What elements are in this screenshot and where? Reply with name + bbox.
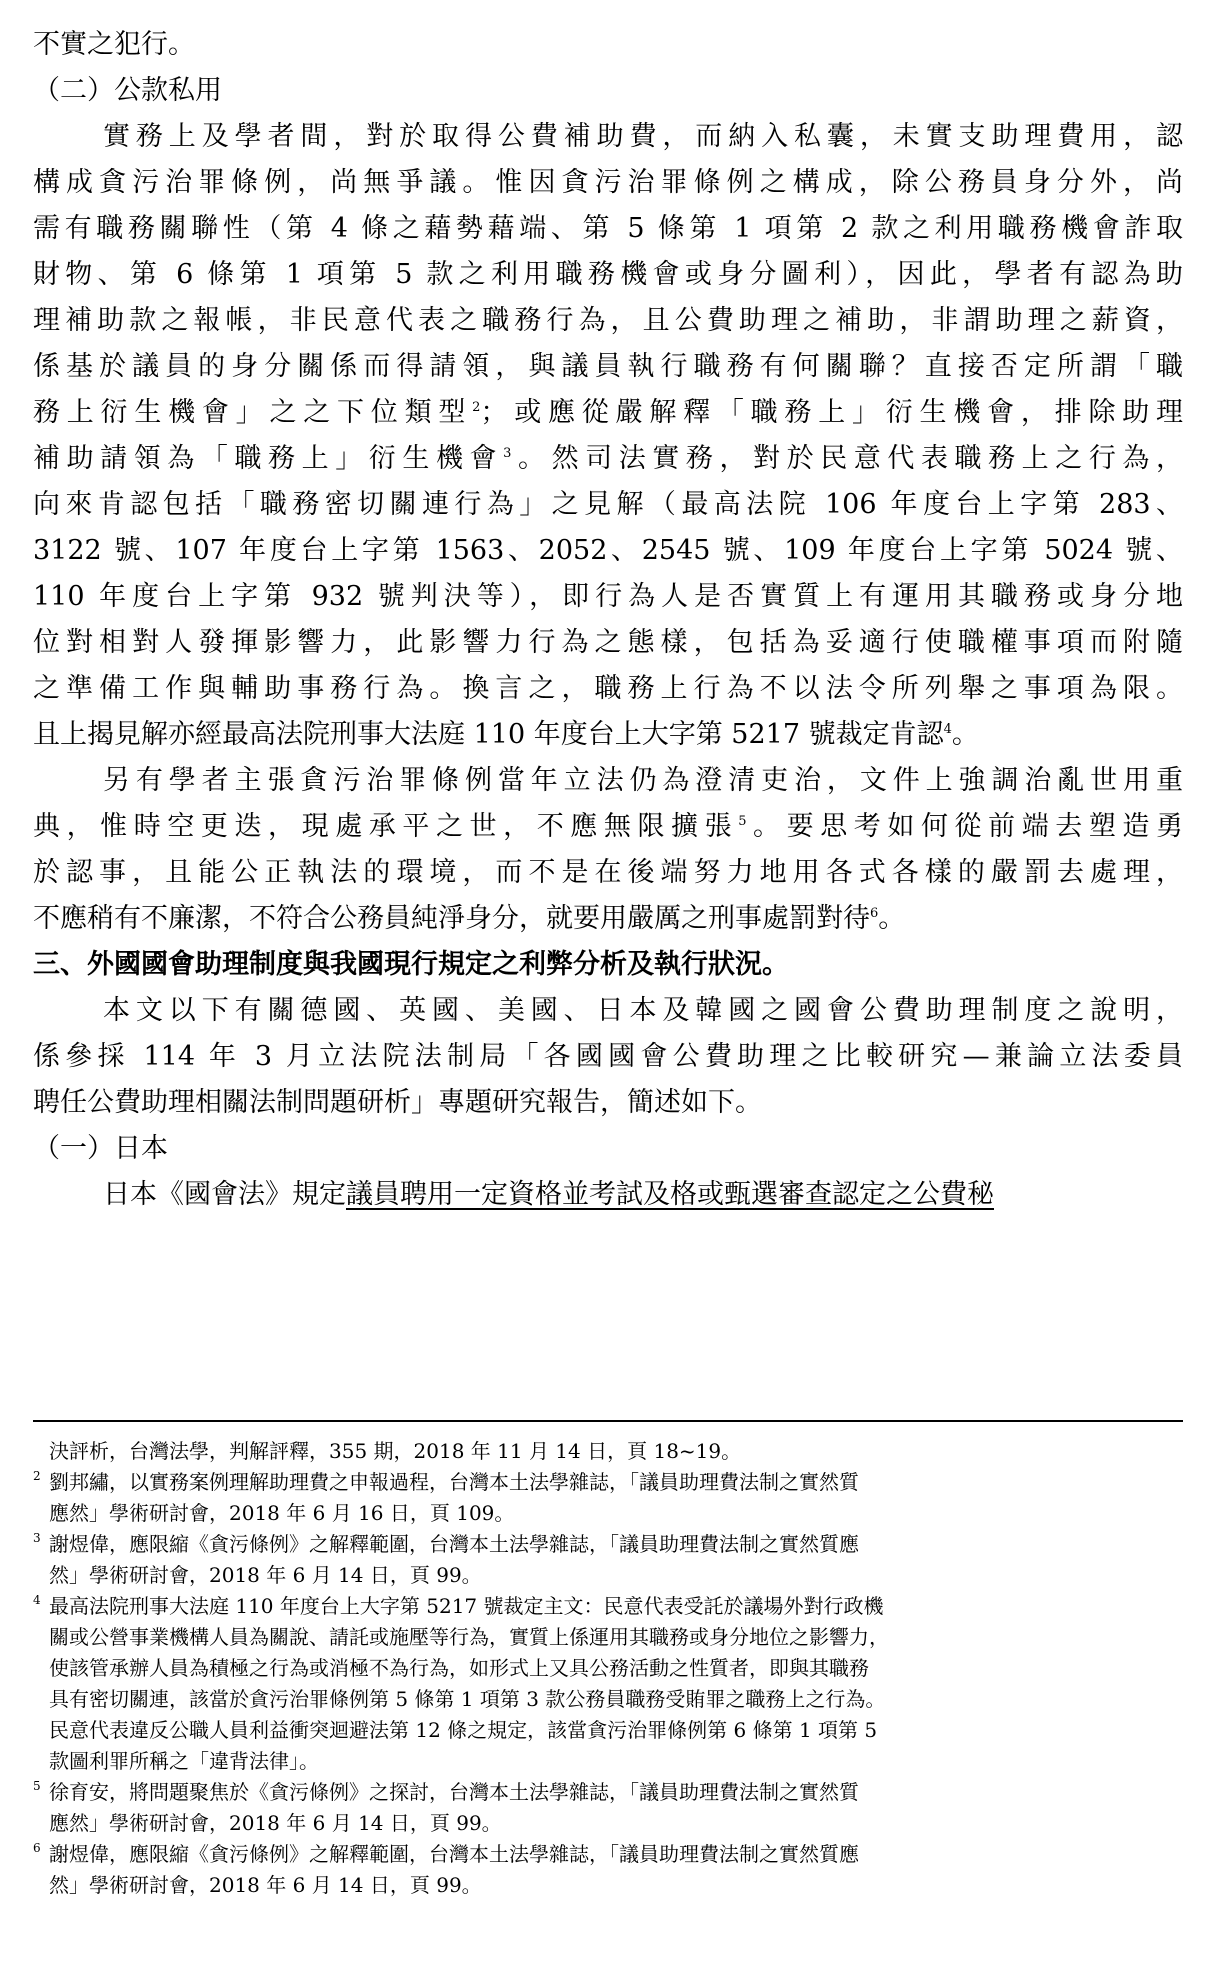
text-span: 不應稍有不廉潔，不符合公務員純淨身分，就要用嚴厲之刑事處罰對待 [33,903,870,934]
footnote-2 [33,1467,1183,1498]
text-line: 向來肯認包括「職務密切關連行為」之見解（最高法院 106 年度台上字第 283、 [33,489,1183,520]
footnote-text: 謝煜偉，應限縮《貪污條例》之解釋範圍，台灣本土法學雜誌，「議員助理費法制之實然質應 [49,1532,859,1556]
footnote-4-line: 具有密切關連，該當於貪污治罪條例第 5 條第 1 項第 3 款公務員職務受賄罪之職務上之行為。 [49,1687,886,1711]
footnote-ref-6[interactable]: 6 [870,906,879,921]
text-span: 且上揭見解亦經最高法院刑事大法庭 110 年度台上大字第 5217 號裁定肯認 [33,719,944,750]
underlined-text: 議員聘用一定資格並考試及格或甄選審查認定之公費秘 [346,1179,994,1210]
section-heading-public-funds: （二）公款私用 [33,75,222,106]
footnote-text: 謝煜偉，應限縮《貪污條例》之解釋範圍，台灣本土法學雜誌，「議員助理費法制之實然質應 [49,1842,859,1866]
text-line: 財物、第 6 條第 1 項第 5 款之利用職務機會或身分圖利），因此，學者有認為助 [33,259,1183,290]
footnote-continuation: 決評析，台灣法學，判解評釋，355 期，2018 年 11 月 14 日，頁 18~19。 [49,1439,742,1463]
footnote-number: 4 [33,1593,41,1607]
section-heading-foreign-assistants: 三、外國國會助理制度與我國現行規定之利弊分析及執行狀況。 [33,949,789,980]
text-line [33,804,1183,850]
text-line [33,390,1183,436]
footnote-6 [33,1839,1183,1870]
footnote-number: 5 [33,1779,41,1793]
section-heading-japan: （一）日本 [33,1133,168,1164]
text-line [33,436,1183,482]
footnote-4-line: 關或公營事業機構人員為關說、請託或施壓等行為，實質上係運用其職務或身分地位之影響力， [49,1625,889,1649]
text-span: 。 [878,903,906,934]
footnote-5-line: 應然」學術研討會，2018 年 6 月 14 日，頁 99。 [49,1811,502,1835]
footnote-text: 徐育安，將問題聚焦於《貪污條例》之探討，台灣本土法學雜誌，「議員助理費法制之實然質 [49,1780,859,1804]
footnote-2-line: 應然」學術研討會，2018 年 6 月 16 日，頁 109。 [49,1501,515,1525]
text-span: ；或應從嚴解釋「職務上」衍生機會，排除助理 [480,397,1183,428]
text-span: 補助請領為「職務上」衍生機會 [33,443,504,474]
footnote-6-line: 然」學術研討會，2018 年 6 月 14 日，頁 99。 [49,1873,482,1897]
text-line: 係基於議員的身分關係而得請領，與議員執行職務有何關聯？直接否定所謂「職 [33,351,1183,382]
text-line: 實務上及學者間，對於取得公費補助費，而納入私囊，未實支助理費用，認 [103,121,1183,152]
text-line: 110 年度台上字第 932 號判決等），即行為人是否實質上有運用其職務或身分地 [33,581,1183,612]
footnote-ref-5[interactable]: 5 [738,814,747,829]
footnote-4-line: 使該管承辦人員為積極之行為或消極不為行為，如形式上又具公務活動之性質者，即與其職務 [49,1656,869,1680]
footnote-4 [33,1591,1183,1622]
footnote-number: 3 [33,1531,41,1545]
text-line: 3122 號、107 年度台上字第 1563、2052、2545 號、109 年度台上字第 5024 號、 [33,535,1183,566]
text-line [33,712,1183,758]
text-line: 理補助款之報帳，非民意代表之職務行為，且公費助理之補助，非謂助理之薪資， [33,305,1183,336]
footnotes [33,1436,1183,1901]
footnote-4-line: 款圖利罪所稱之「違背法律」。 [49,1749,319,1773]
body-text [33,22,1183,1218]
text-line [33,1172,1183,1218]
text-span: 。然司法實務，對於民意代表職務上之行為， [511,443,1183,474]
text-line: 另有學者主張貪污治罪條例當年立法仍為澄清吏治，文件上強調治亂世用重 [103,765,1183,796]
footnote-3-line: 然」學術研討會，2018 年 6 月 14 日，頁 99。 [49,1563,482,1587]
text-line: 不實之犯行。 [33,29,195,60]
footnote-4-line: 民意代表違反公職人員利益衝突迴避法第 12 條之規定，該當貪污治罪條例第 6 條第 1 項第 5 [49,1718,878,1742]
text-line: 聘任公費助理相關法制問題研析」專題研究報告，簡述如下。 [33,1087,762,1118]
text-line: 本文以下有關德國、英國、美國、日本及韓國之國會公費助理制度之說明， [103,995,1183,1026]
text-span: 。 [951,719,979,750]
text-line: 係參採 114 年 3 月立法院法制局「各國國會公費助理之比較研究—兼論立法委員 [33,1041,1183,1072]
footnote-separator [33,1420,1183,1422]
text-span: 。要思考如何從前端去塑造勇 [746,811,1183,842]
text-line [33,896,1183,942]
footnote-number: 2 [33,1469,41,1483]
text-span: 典，惟時空更迭，現處承平之世，不應無限擴張 [33,811,739,842]
footnote-text: 劉邦繡，以實務案例理解助理費之申報過程，台灣本土法學雜誌，「議員助理費法制之實然質 [49,1470,859,1494]
footnote-3 [33,1529,1183,1560]
footnote-ref-2[interactable]: 2 [472,400,481,415]
text-span: 務上衍生機會」之之下位類型 [33,397,473,428]
footnote-number: 6 [33,1841,41,1855]
footnote-text: 最高法院刑事大法庭 110 年度台上大字第 5217 號裁定主文：民意代表受託於議場外對行政機 [49,1594,884,1618]
text-line: 構成貪污治罪條例，尚無爭議。惟因貪污治罪條例之構成，除公務員身分外，尚 [33,167,1183,198]
text-line: 於認事，且能公正執法的環境，而不是在後端努力地用各式各樣的嚴罰去處理， [33,857,1183,888]
footnote-5 [33,1777,1183,1808]
text-line: 位對相對人發揮影響力，此影響力行為之態樣，包括為妥適行使職權事項而附隨 [33,627,1183,658]
text-line: 之準備工作與輔助事務行為。換言之，職務上行為不以法令所列舉之事項為限。 [33,673,1183,704]
text-line: 需有職務關聯性（第 4 條之藉勢藉端、第 5 條第 1 項第 2 款之利用職務機會詐取 [33,213,1183,244]
footnote-ref-4[interactable]: 4 [943,722,952,737]
text-span: 日本《國會法》規定 [103,1179,346,1210]
footnote-ref-3[interactable]: 3 [503,446,512,461]
